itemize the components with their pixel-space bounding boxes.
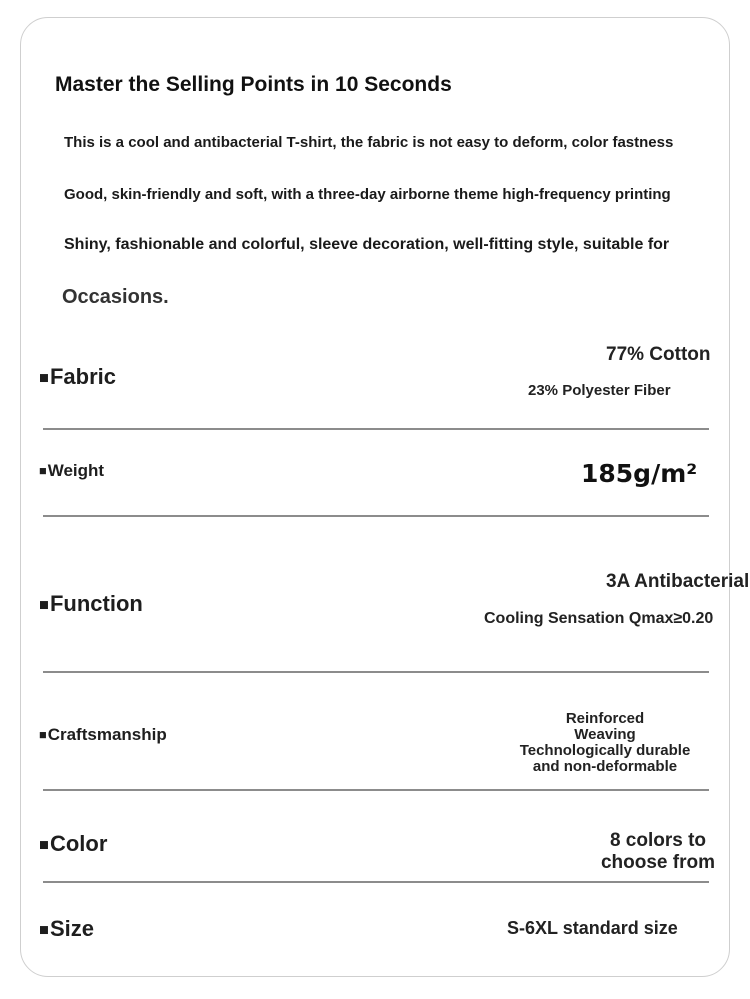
bullet-square-icon: ■: [39, 595, 49, 614]
divider-weight: [43, 515, 709, 517]
intro-line-1: This is a cool and antibacterial T-shirt, the fabric is not easy to deform, color fastness: [64, 134, 674, 151]
size-label: [39, 916, 94, 942]
weight-label-text: Weight: [47, 461, 105, 480]
craftsmanship-value-line-3: Technologically durable: [519, 742, 691, 759]
craftsmanship-value: [507, 711, 703, 775]
color-label-text: Color: [49, 831, 108, 856]
bullet-square-icon: ■: [39, 726, 47, 742]
bullet-square-icon: ■: [39, 835, 49, 854]
function-value-primary: 3A Antibacterial: [606, 571, 750, 592]
function-label: [39, 591, 143, 617]
size-label-text: Size: [49, 916, 94, 941]
craftsmanship-value-line-1: Reinforced: [565, 710, 645, 727]
divider-craftsmanship: [43, 789, 709, 791]
color-value-line-1: 8 colors to: [609, 830, 707, 851]
color-label: [39, 831, 107, 857]
craftsmanship-value-line-2: Weaving: [574, 726, 636, 743]
page-title: Master the Selling Points in 10 Seconds: [55, 73, 452, 96]
color-value-line-2: choose from: [600, 852, 716, 873]
color-value: [583, 830, 733, 874]
craftsmanship-label: [39, 725, 167, 745]
intro-line-2: Good, skin-friendly and soft, with a three-day airborne theme high-frequency printing: [64, 186, 671, 203]
fabric-label: [39, 364, 116, 390]
divider-fabric: [43, 428, 709, 430]
craftsmanship-label-text: Craftsmanship: [47, 725, 167, 744]
intro-tail: Occasions.: [62, 286, 169, 308]
function-value-secondary: Cooling Sensation Qmax≥0.20: [484, 610, 714, 627]
bullet-square-icon: ■: [39, 920, 49, 939]
fabric-value-primary: 77% Cotton: [606, 344, 711, 365]
divider-color: [43, 881, 709, 883]
weight-label: [39, 461, 104, 481]
intro-line-3: Shiny, fashionable and colorful, sleeve decoration, well-fitting style, suitable for: [64, 236, 670, 253]
fabric-value-secondary: 23% Polyester Fiber: [528, 382, 671, 399]
size-value: S-6XL standard size: [507, 918, 678, 938]
weight-value: 185g/m²: [581, 459, 698, 488]
spec-card: [20, 17, 750, 977]
divider-function: [43, 671, 709, 673]
fabric-label-text: Fabric: [49, 364, 116, 389]
function-label-text: Function: [49, 591, 143, 616]
bullet-square-icon: ■: [39, 462, 47, 478]
craftsmanship-value-line-4: and non-deformable: [532, 758, 678, 775]
bullet-square-icon: ■: [39, 368, 49, 387]
